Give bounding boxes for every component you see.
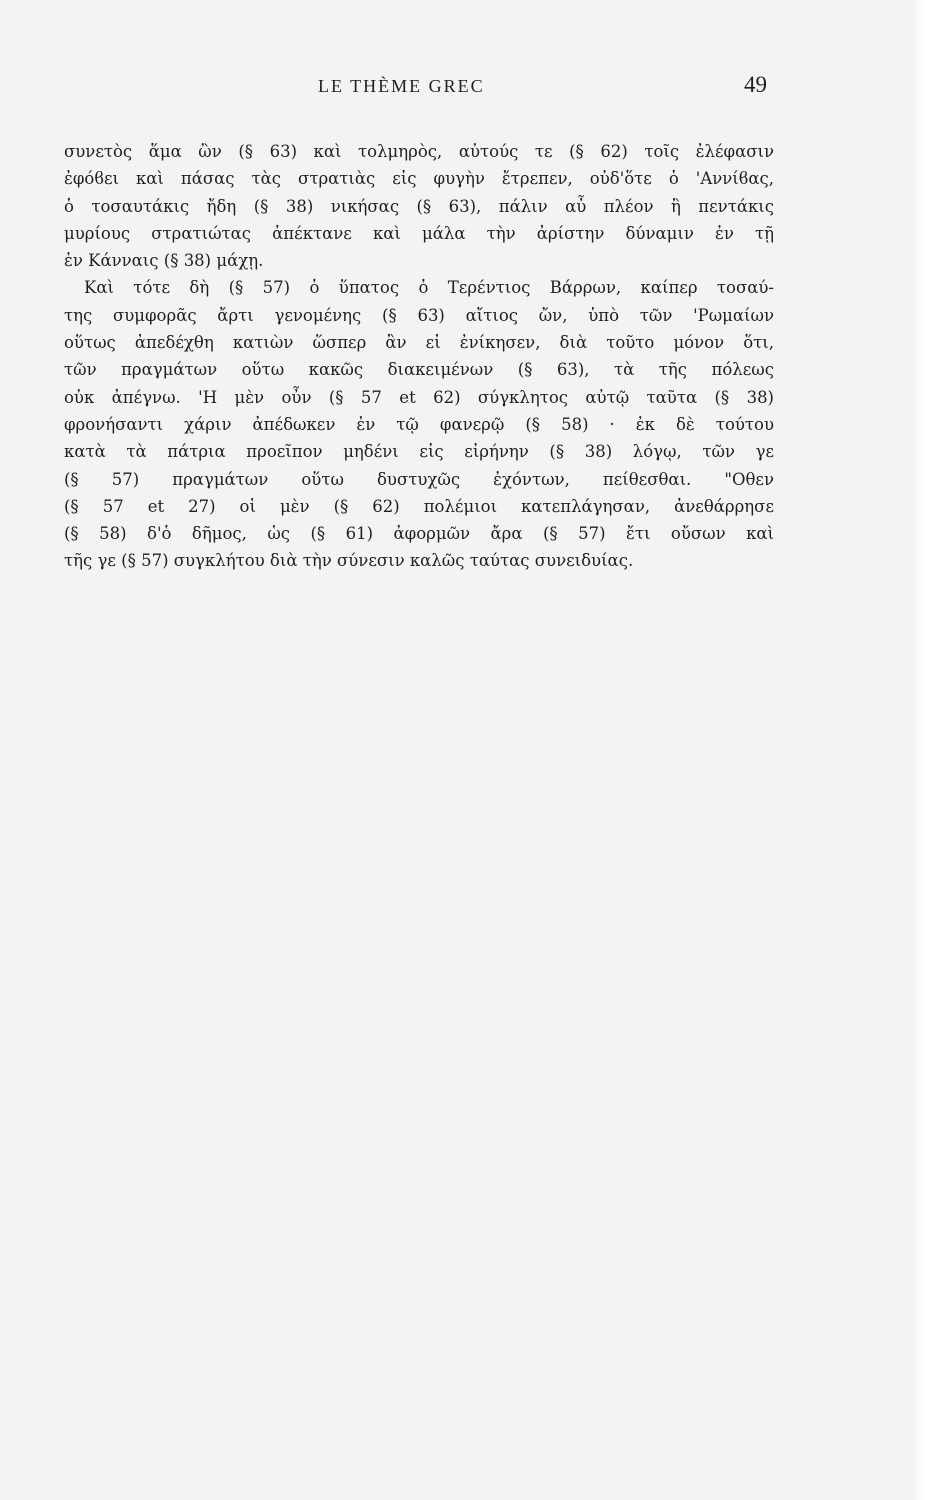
text-line: οὐκ ἀπέγνω. 'Η μὲν οὖν (§ 57 et 62) σύγκλητος αὐτῷ ταῦτα (§ 38) (64, 387, 774, 407)
text-line: της συμφορᾶς ἄρτι γενομένης (§ 63) αἴτιος ὤν, ὑπὸ τῶν 'Ρωμαίων (64, 305, 774, 325)
text-line: μυρίους στρατιώτας ἀπέκτανε καὶ μάλα τὴν ἀρίστην δύναμιν ἐν τῇ (64, 223, 774, 243)
text-line: τῆς γε (§ 57) συγκλήτου διὰ τὴν σύνεσιν καλῶς ταύτας συνειδυίας. (64, 551, 634, 571)
text-line: ἐν Κάνναις (§ 38) μάχῃ. (64, 251, 264, 271)
page-edge (912, 0, 928, 1500)
text-line: ἐφόϐει καὶ πάσας τὰς στρατιὰς εἰς φυγὴν ἔτρεπεν, οὐδ'ὅτε ὁ 'Αννίϐας, (64, 169, 774, 189)
text-line: τῶν πραγμάτων οὕτω κακῶς διακειμένων (§ 63), τὰ τῆς πόλεως (64, 360, 774, 380)
text-line: Καὶ τότε δὴ (§ 57) ὁ ὕπατος ὁ Τερέντιος Βάρρων, καίπερ τοσαύ- (84, 278, 774, 298)
text-line: οὕτως ἀπεδέχθη κατιὼν ὥσπερ ἂν εἰ ἐνίκησεν, διὰ τοῦτο μόνον ὅτι, (64, 333, 774, 353)
text-line: φρονήσαντι χάριν ἀπέδωκεν ἐν τῷ φανερῷ (§ 58) · ἐκ δὲ τούτου (64, 414, 774, 434)
text-line: ὁ τοσαυτάκις ἤδη (§ 38) νικήσας (§ 63), πάλιν αὖ πλέον ἢ πεντάκις (64, 196, 774, 216)
text-line: (§ 57 et 27) οἱ μὲν (§ 62) πολέμιοι κατεπλάγησαν, ἀνεθάρρησε (64, 496, 774, 516)
text-line: (§ 57) πραγμάτων οὕτω δυστυχῶς ἐχόντων, πείθεσθαι. "Οθεν (64, 469, 774, 489)
text-line: κατὰ τὰ πάτρια προεῖπον μηδένι εἰς εἰρήνην (§ 38) λόγῳ, τῶν γε (64, 442, 774, 462)
body-text (64, 138, 774, 575)
text-line: συνετὸς ἅμα ὢν (§ 63) καὶ τολμηρὸς, αὐτούς τε (§ 62) τοῖς ἐλέφασιν (64, 142, 774, 161)
running-head: LE THÈME GREC (318, 76, 485, 96)
text-line: (§ 58) δ'ὁ δῆμος, ὡς (§ 61) ἀφορμῶν ἄρα (§ 57) ἔτι οὔσων καὶ (64, 524, 774, 544)
page-number: 49 (744, 72, 767, 97)
